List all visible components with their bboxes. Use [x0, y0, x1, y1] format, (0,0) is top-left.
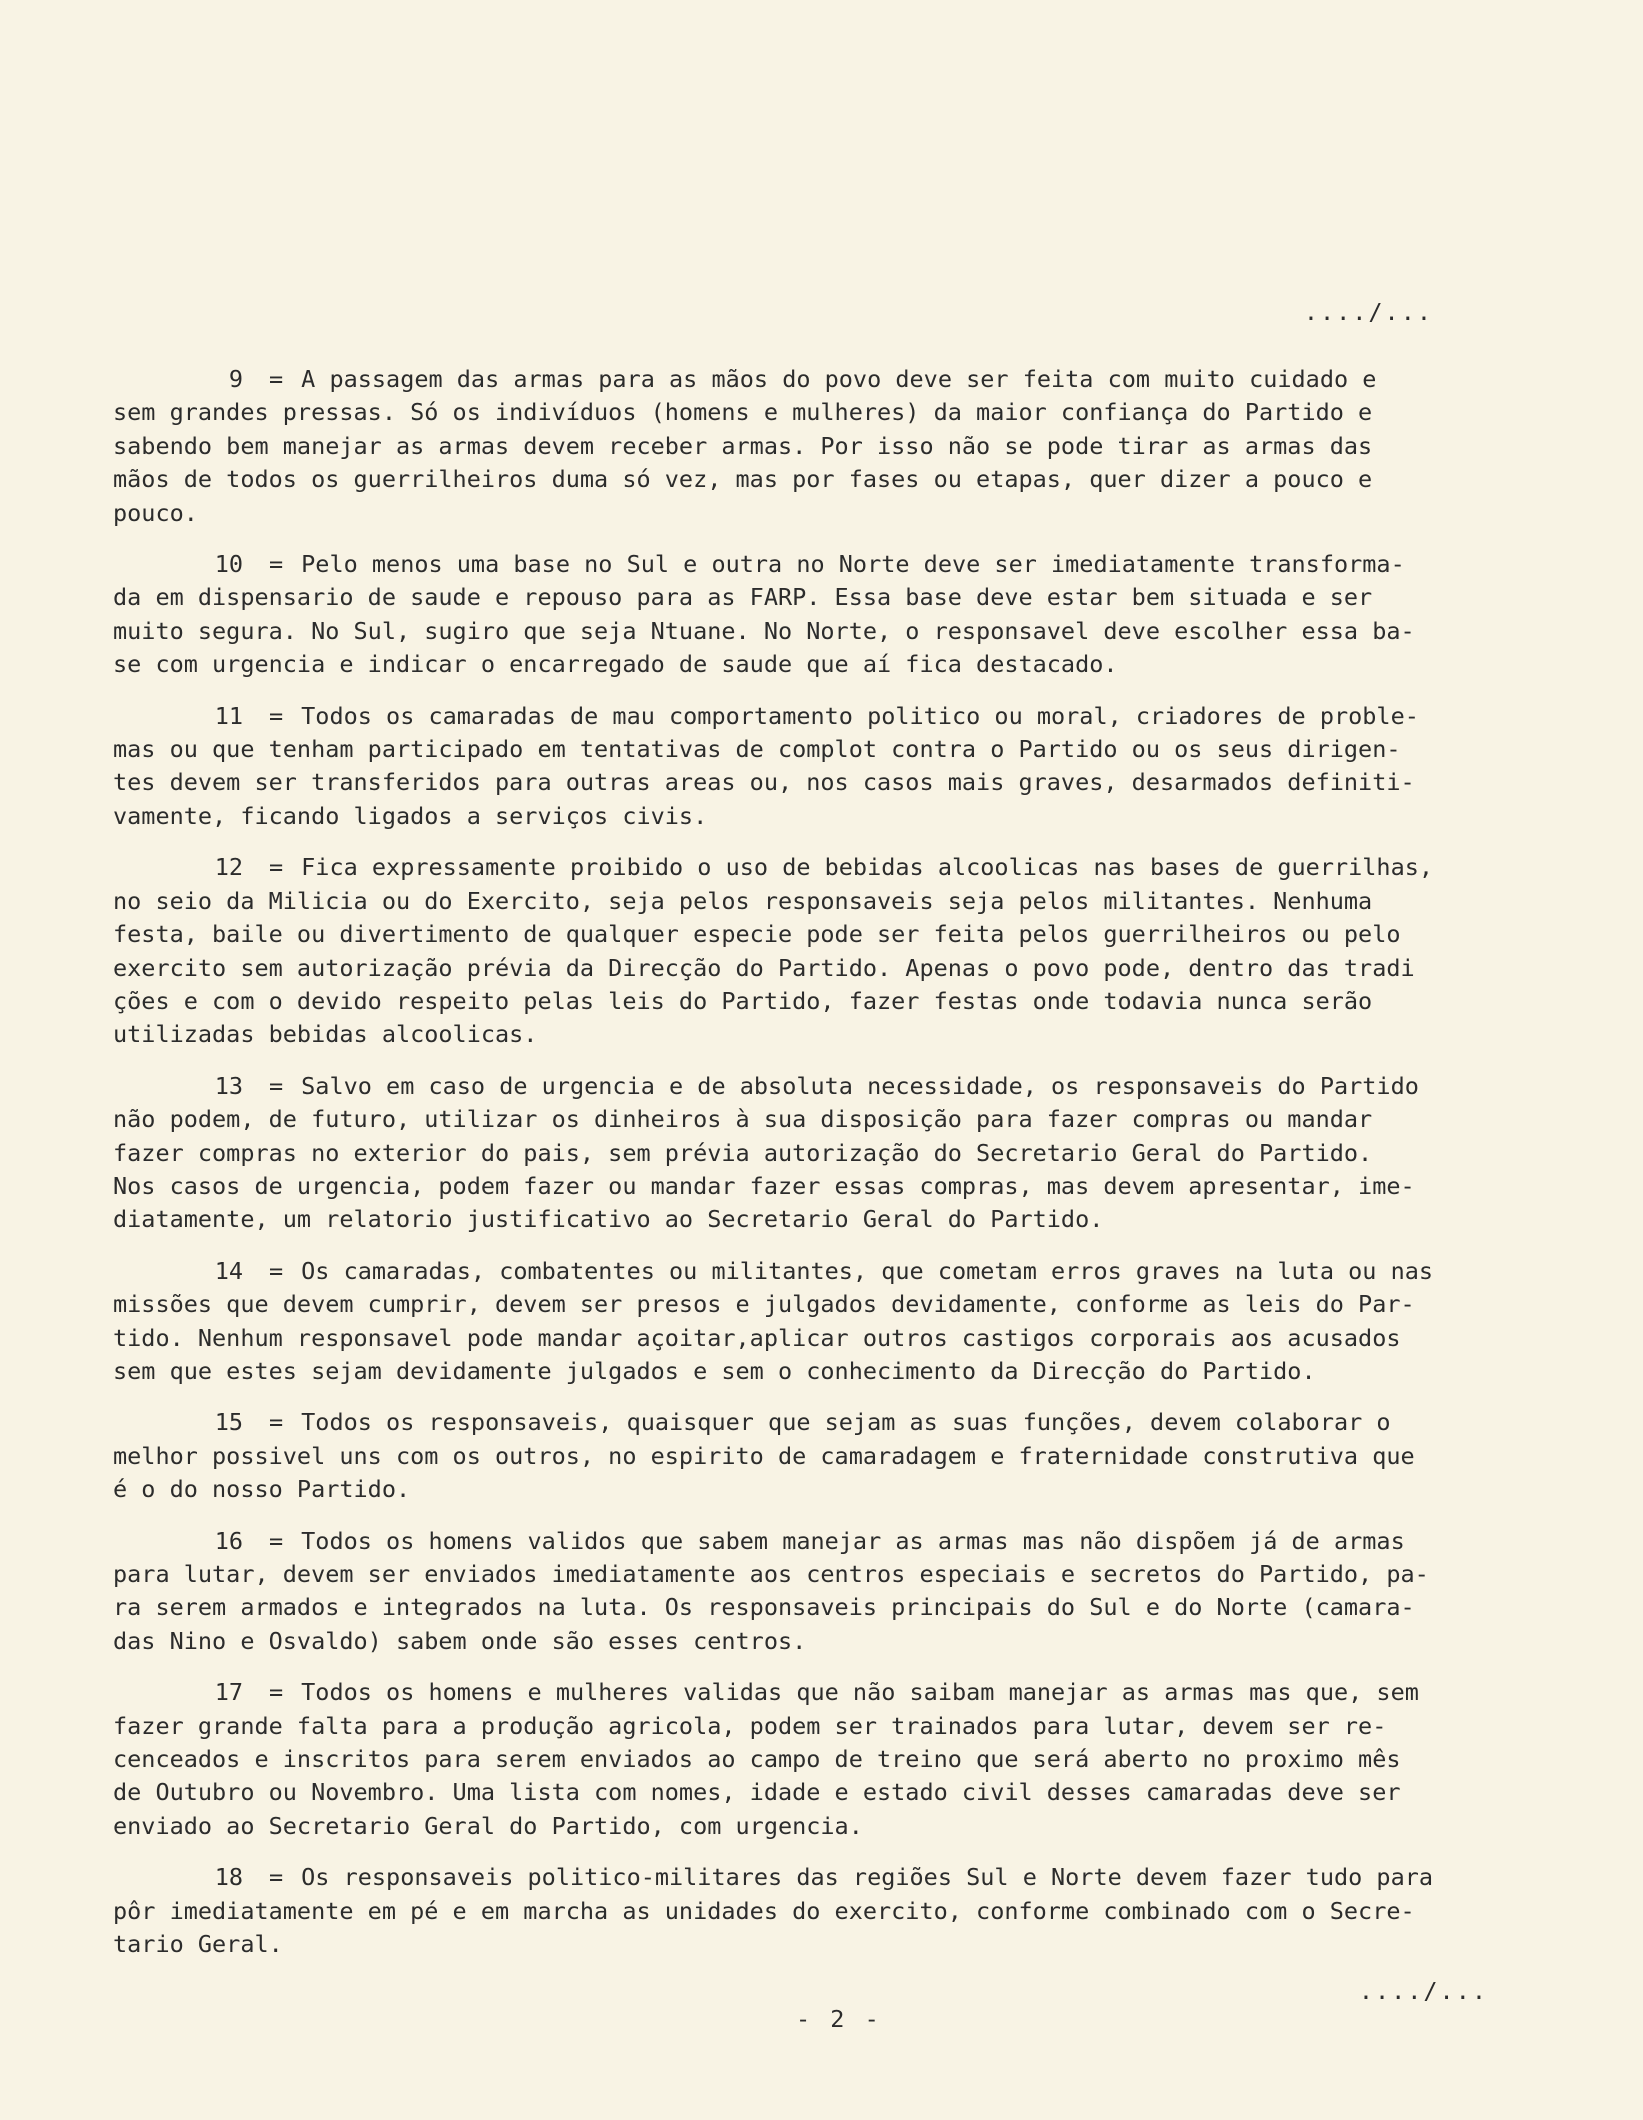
paragraph-number: 13: [214, 1071, 243, 1100]
numbered-paragraph: [113, 363, 1558, 530]
paragraph-line: [113, 885, 1558, 918]
paragraph-line: [113, 1203, 1558, 1236]
line-text: enviado ao Secretario Geral do Partido, com urgencia.: [113, 1811, 863, 1840]
line-text: de Outubro ou Novembro. Uma lista com nomes, idade e estado civil desses camaradas deve ser: [113, 1778, 1401, 1807]
paragraph-line: [113, 463, 1558, 496]
page-number: - 2 -: [796, 2005, 882, 2033]
paragraph-line: [113, 363, 1558, 396]
paragraph-line: [113, 766, 1558, 799]
line-text: melhor possivel uns com os outros, no espirito de camaradagem e fraternidade construtiva que: [113, 1441, 1415, 1470]
paragraph-line: [113, 1810, 1558, 1843]
paragraph-line: [113, 985, 1558, 1018]
paragraph-line: [113, 952, 1558, 985]
paragraph-line: [113, 800, 1558, 833]
paragraph-number: 14: [214, 1256, 243, 1285]
line-text: Fica expressamente proibido o uso de bebidas alcoolicas nas bases de guerrilhas,: [301, 853, 1434, 882]
separator: =: [269, 550, 284, 579]
paragraph-number: 10: [214, 550, 243, 579]
line-text: mas ou que tenham participado em tentativas de complot contra o Partido ou os seus dirigen-: [113, 735, 1401, 764]
separator: =: [269, 1071, 284, 1100]
continuation-mark-top: ..../...: [1303, 298, 1433, 326]
numbered-paragraph: [113, 1070, 1558, 1237]
line-text: pôr imediatamente em pé e em marcha as unidades do exercito, conforme combinado com o Secre-: [113, 1896, 1415, 1925]
numbered-paragraph: [113, 700, 1558, 834]
paragraph-line: [113, 548, 1558, 581]
line-text: Os responsaveis politico-militares das regiões Sul e Norte devem fazer tudo para: [301, 1863, 1434, 1892]
numbered-paragraph: [113, 1255, 1558, 1389]
line-text: tido. Nenhum responsavel pode mandar açoitar,aplicar outros castigos corporais aos acusados: [113, 1323, 1401, 1352]
line-text: diatamente, um relatorio justificativo ao Secretario Geral do Partido.: [113, 1205, 1104, 1234]
line-text: mãos de todos os guerrilheiros duma só vez, mas por fases ou etapas, quer dizer a pouco e: [113, 465, 1373, 494]
separator: =: [269, 1408, 284, 1437]
line-text: Nos casos de urgencia, podem fazer ou mandar fazer essas compras, mas devem apresentar, ime-: [113, 1171, 1415, 1200]
paragraph-number: 9: [228, 365, 243, 393]
line-text: Todos os responsaveis, quaisquer que sejam as suas funções, devem colaborar o: [301, 1408, 1391, 1437]
paragraph-line: [113, 1710, 1558, 1743]
separator: =: [269, 365, 284, 393]
paragraph-line: [113, 1743, 1558, 1776]
paragraph-line: [113, 497, 1558, 530]
paragraph-line: [113, 1558, 1558, 1591]
paragraph-line: [113, 1625, 1558, 1658]
paragraph-line: [113, 648, 1558, 681]
paragraph-line: [113, 581, 1558, 614]
paragraph-line: [113, 1928, 1558, 1961]
line-text: para lutar, devem ser enviados imediatamente aos centros especiais e secretos do Partido, pa-: [113, 1560, 1429, 1588]
paragraph-line: [113, 1170, 1558, 1203]
line-text: Pelo menos uma base no Sul e outra no Norte deve ser imediatamente transforma-: [301, 550, 1405, 579]
line-text: no seio da Milicia ou do Exercito, seja pelos responsaveis seja pelos militantes. Nenhuma: [113, 886, 1373, 915]
paragraph-line: [113, 851, 1558, 884]
paragraph-line: [113, 1288, 1558, 1321]
paragraph-number: 15: [214, 1408, 243, 1437]
line-text: das Nino e Osvaldo) sabem onde são esses centros.: [113, 1626, 807, 1655]
separator: =: [269, 1863, 284, 1892]
line-text: fazer compras no exterior do pais, sem prévia autorização do Secretario Geral do Partido.: [113, 1138, 1373, 1167]
line-text: ra serem armados e integrados na luta. Os responsaveis principais do Sul e do Norte (camara-: [113, 1593, 1415, 1622]
line-text: se com urgencia e indicar o encarregado de saude que aí fica destacado.: [113, 650, 1118, 679]
paragraph-number: 12: [214, 853, 243, 882]
line-text: da em dispensario de saude e repouso para as FARP. Essa base deve estar bem situada e ser: [113, 583, 1373, 612]
paragraph-line: [113, 1018, 1558, 1051]
numbered-paragraph: [113, 851, 1558, 1051]
line-text: é o do nosso Partido.: [113, 1475, 411, 1504]
paragraph-number: 11: [214, 701, 243, 730]
numbered-paragraph: [113, 548, 1558, 682]
paragraph-line: [113, 1355, 1558, 1388]
paragraph-line: [113, 615, 1558, 648]
line-text: exercito sem autorização prévia da Direcção do Partido. Apenas o povo pode, dentro das tradi: [113, 953, 1415, 982]
numbered-paragraph: [113, 1525, 1558, 1659]
continuation-mark-bottom: ..../...: [1358, 1977, 1488, 2005]
line-text: Todos os camaradas de mau comportamento politico ou moral, criadores de proble-: [301, 701, 1419, 730]
line-text: sabendo bem manejar as armas devem receber armas. Por isso não se pode tirar as armas das: [113, 431, 1373, 460]
paragraph-line: [113, 1473, 1558, 1506]
separator: =: [269, 1526, 284, 1555]
paragraph-line: [113, 1676, 1558, 1709]
paragraph-line: [113, 1591, 1558, 1624]
line-text: Os camaradas, combatentes ou militantes, que cometam erros graves na luta ou nas: [301, 1256, 1434, 1285]
paragraph-line: [113, 918, 1558, 951]
separator: =: [269, 853, 284, 882]
numbered-paragraph: [113, 1861, 1558, 1961]
paragraph-line: [113, 1406, 1558, 1439]
paragraph-line: [113, 1255, 1558, 1288]
paragraph-line: [113, 430, 1558, 463]
paragraph-number: 16: [214, 1526, 243, 1555]
line-text: Todos os homens validos que sabem manejar as armas mas não dispõem já de armas: [301, 1526, 1405, 1555]
line-text: festa, baile ou divertimento de qualquer especie pode ser feita pelos guerrilheiros ou pelo: [113, 920, 1401, 949]
paragraph-line: [113, 1525, 1558, 1558]
line-text: utilizadas bebidas alcoolicas.: [113, 1020, 538, 1049]
line-text: missões que devem cumprir, devem ser presos e julgados devidamente, conforme as leis do Par-: [113, 1290, 1415, 1319]
line-text: não podem, de futuro, utilizar os dinheiros à sua disposição para fazer compras ou mandar: [113, 1105, 1373, 1134]
paragraph-number: 18: [214, 1863, 243, 1892]
line-text: cenceados e inscritos para serem enviados ao campo de treino que será aberto no proximo mês: [113, 1745, 1401, 1774]
paragraph-line: [113, 1137, 1558, 1170]
paragraph-line: [113, 1861, 1558, 1894]
line-text: sem grandes pressas. Só os indivíduos (homens e mulheres) da maior confiança do Partido e: [113, 398, 1373, 427]
line-text: tes devem ser transferidos para outras areas ou, nos casos mais graves, desarmados definiti-: [113, 768, 1415, 797]
paragraph-line: [113, 1895, 1558, 1928]
paragraph-line: [113, 700, 1558, 733]
paragraph-line: [113, 1322, 1558, 1355]
line-text: fazer grande falta para a produção agricola, podem ser trainados para lutar, devem ser re-: [113, 1711, 1387, 1740]
line-text: Todos os homens e mulheres validas que não saibam manejar as armas mas que, sem: [301, 1678, 1419, 1707]
separator: =: [269, 1256, 284, 1285]
paragraph-line: [113, 1440, 1558, 1473]
paragraph-line: [113, 733, 1558, 766]
line-text: vamente, ficando ligados a serviços civis.: [113, 801, 708, 830]
separator: =: [269, 701, 284, 730]
line-text: sem que estes sejam devidamente julgados e sem o conhecimento da Direcção do Partido.: [113, 1356, 1316, 1385]
line-text: Salvo em caso de urgencia e de absoluta necessidade, os responsaveis do Partido: [301, 1071, 1419, 1100]
line-text: muito segura. No Sul, sugiro que seja Ntuane. No Norte, o responsavel deve escolher essa ba-: [113, 616, 1415, 645]
line-text: pouco.: [113, 498, 198, 527]
document-body: [113, 363, 1558, 1979]
numbered-paragraph: [113, 1406, 1558, 1506]
paragraph-line: [113, 396, 1558, 429]
separator: =: [269, 1678, 284, 1707]
paragraph-number: 17: [214, 1678, 243, 1707]
line-text: tario Geral.: [113, 1930, 283, 1959]
numbered-paragraph: [113, 1676, 1558, 1843]
paragraph-line: [113, 1776, 1558, 1809]
paragraph-line: [113, 1070, 1558, 1103]
paragraph-line: [113, 1103, 1558, 1136]
line-text: ções e com o devido respeito pelas leis do Partido, fazer festas onde todavia nunca serão: [113, 986, 1373, 1015]
line-text: A passagem das armas para as mãos do povo deve ser feita com muito cuidado e: [301, 365, 1377, 393]
